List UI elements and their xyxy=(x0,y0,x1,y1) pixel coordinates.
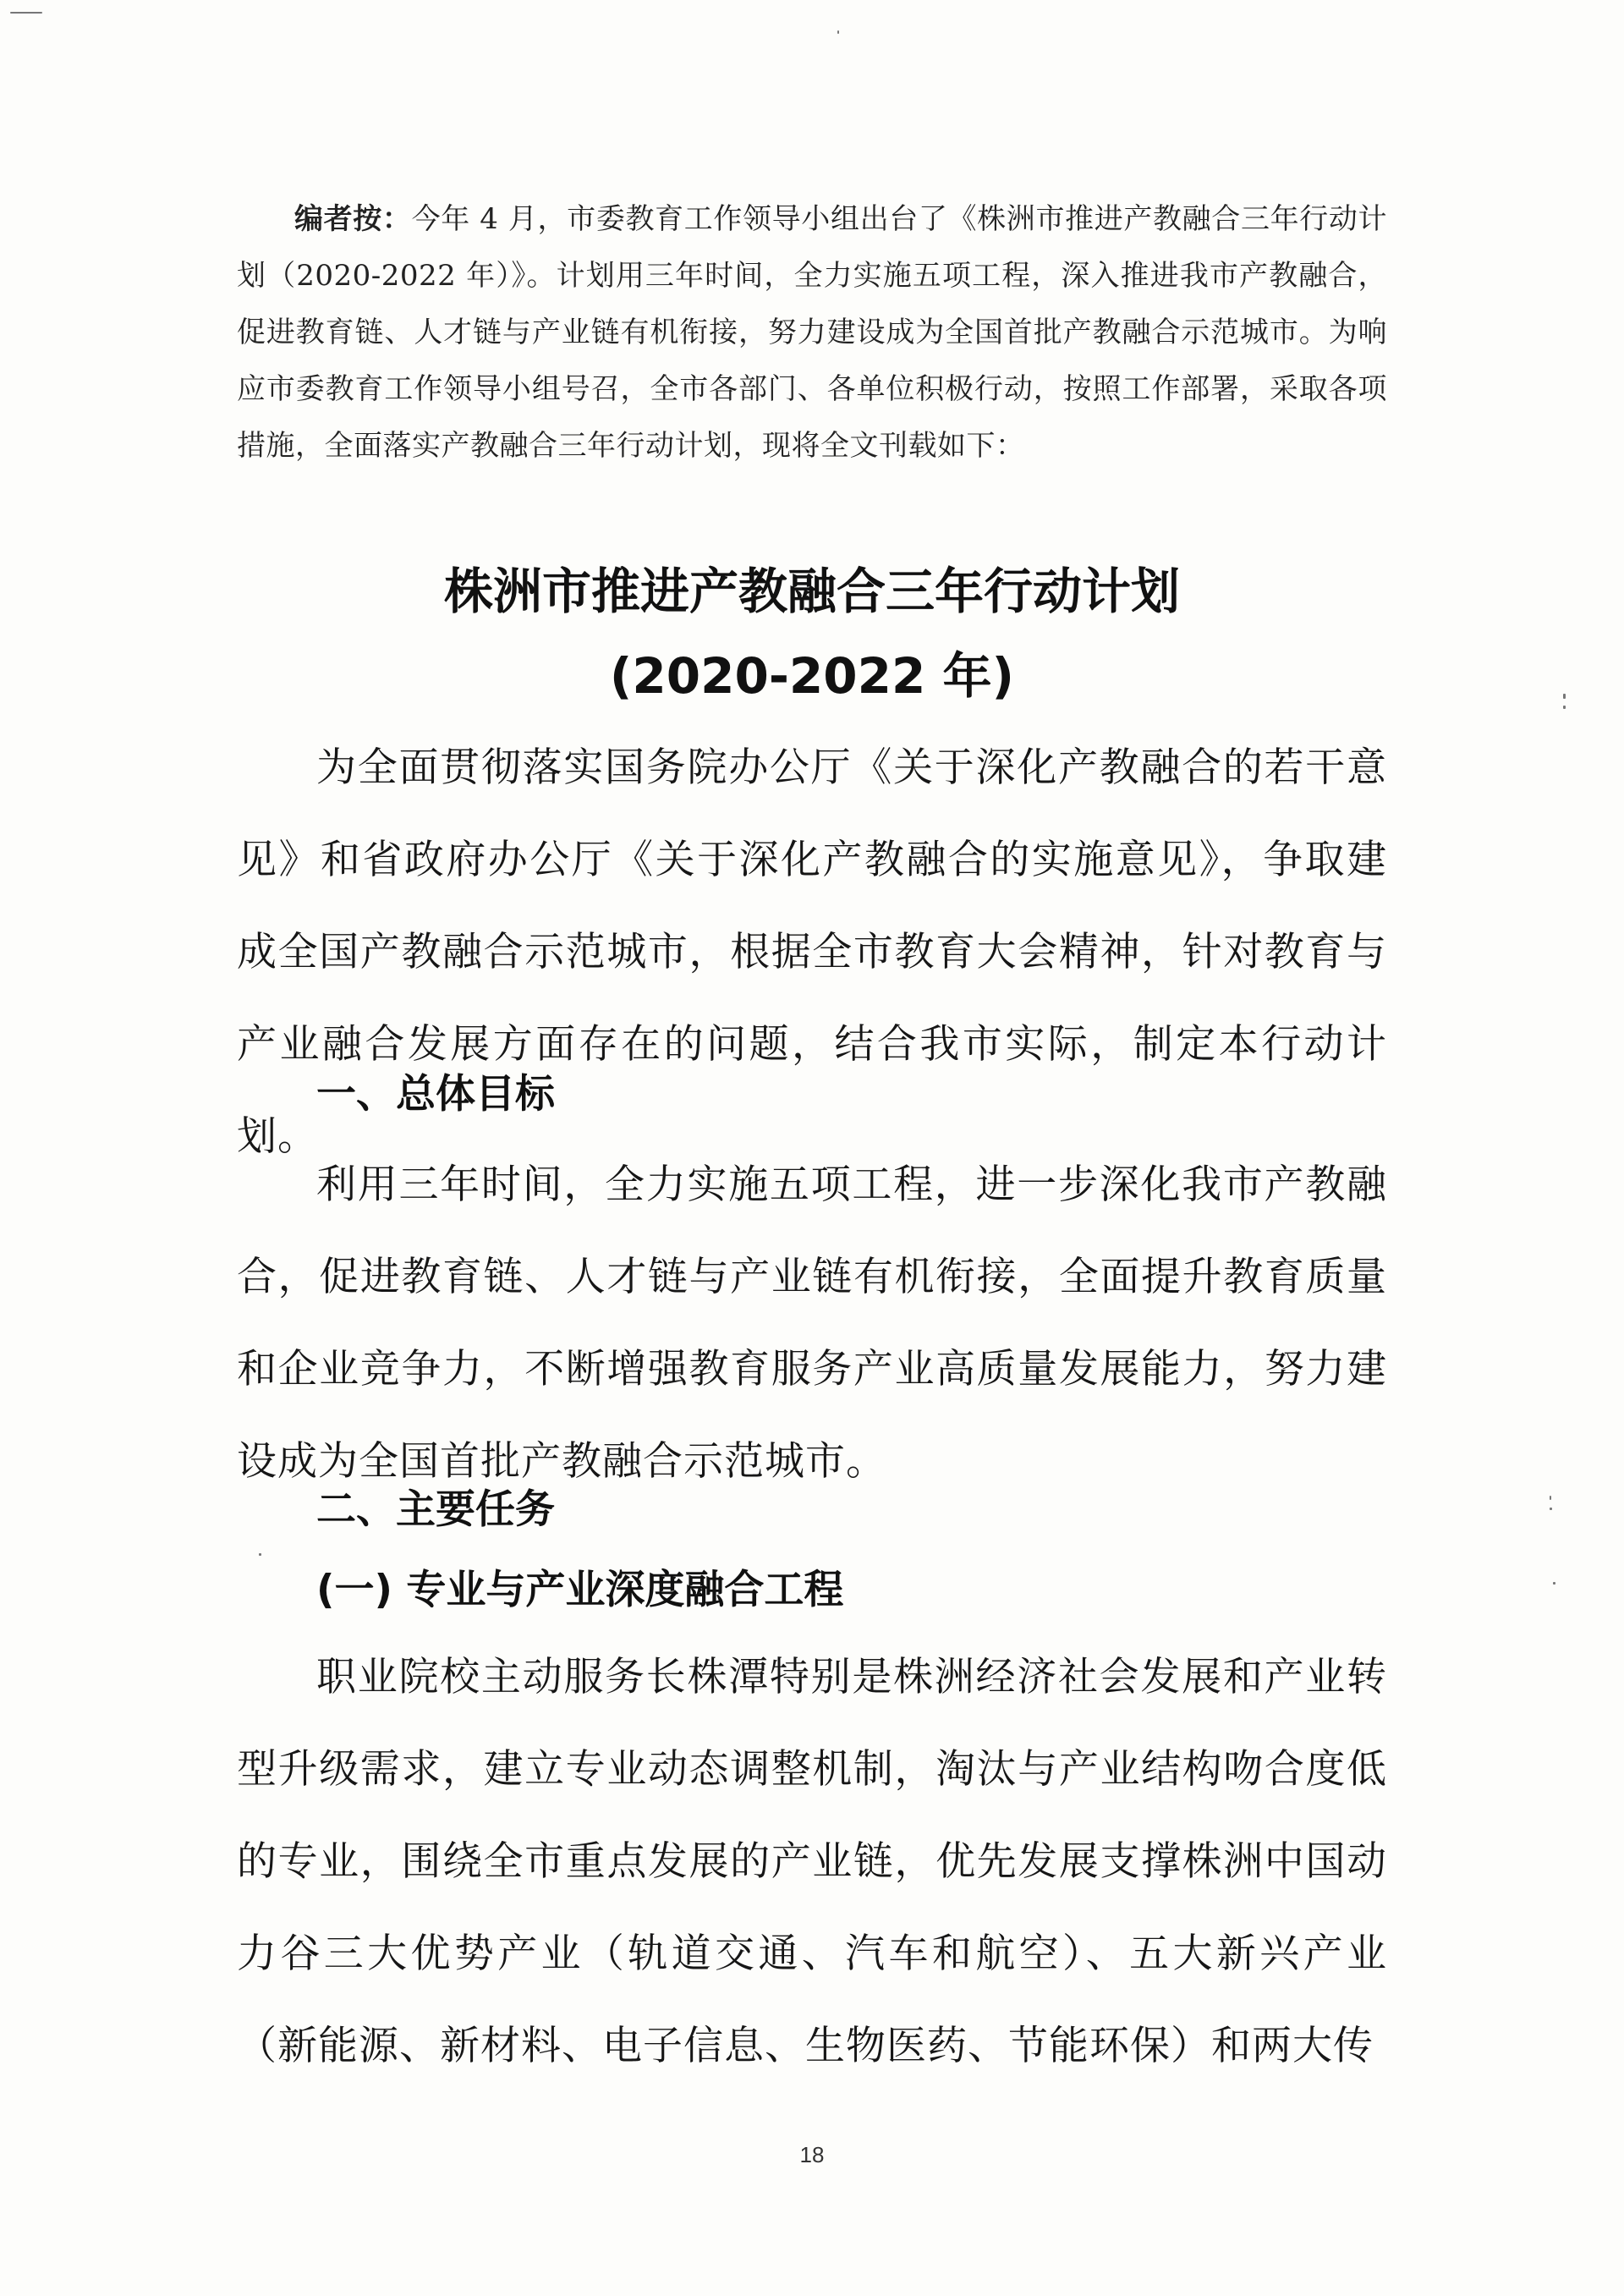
document-title: 株洲市推进产教融合三年行动计划 xyxy=(443,563,1180,620)
subsection-heading-major-industry: (一) 专业与产业深度融合工程 xyxy=(316,1567,844,1613)
scan-mark xyxy=(1563,694,1566,699)
scan-mark xyxy=(837,30,839,34)
scan-mark xyxy=(1563,706,1566,709)
editor-note-text: 今年 4 月，市委教育工作领导小组出台了《株洲市推进产教融合三年行动计划（2020-2022 年）》。计划用三年时间，全力实施五项工程，深入推进我市产教融合，促进教育链、人才链与产业链有机衔接，努力建设成为全国首批产教融合示范城市。为响应市委教育工作领导小组号召，全市各部门、各单位积极行动，按照工作部署，采取各项措施，全面落实产教融合三年行动计划，现将全文刊载如下： xyxy=(237,202,1388,463)
task1-paragraph: 职业院校主动服务长株潭特别是株洲经济社会发展和产业转型升级需求，建立专业动态调整机制，淘汰与产业结构吻合度低的专业，围绕全市重点发展的产业链，优先发展支撑株洲中国动力谷三大优势产业（轨道交通、汽车和航空）、五大新兴产业（新能源、新材料、电子信息、生物医药、节能环保）和两大传 xyxy=(237,1654,1387,2069)
scan-mark xyxy=(1550,1508,1552,1510)
scan-mark xyxy=(10,12,42,14)
intro-paragraph: 为全面贯彻落实国务院办公厅《关于深化产教融合的若干意见》和省政府办公厅《关于深化产教融合的实施意见》，争取建成全国产教融合示范城市，根据全市教育大会精神，针对教育与产业融合发展方面存在的问题，结合我市实际，制定本行动计划。 xyxy=(237,744,1387,1160)
goal-paragraph: 利用三年时间，全力实施五项工程，进一步深化我市产教融合，促进教育链、人才链与产业链有机衔接，全面提升教育质量和企业竞争力，不断增强教育服务产业高质量发展能力，努力建设成为全国首批产教融合示范城市。 xyxy=(237,1162,1387,1485)
scan-mark xyxy=(1553,1582,1555,1585)
page-number: 18 xyxy=(799,2142,825,2167)
editor-note xyxy=(237,191,1387,475)
scan-mark xyxy=(1550,1496,1551,1500)
document-title-years: (2020-2022 年) xyxy=(609,647,1015,705)
section-heading-main-tasks: 二、主要任务 xyxy=(316,1486,555,1533)
section-heading-overall-goal: 一、总体目标 xyxy=(316,1071,555,1118)
scan-mark xyxy=(259,1553,261,1556)
editor-note-label: 编者按： xyxy=(294,202,412,236)
